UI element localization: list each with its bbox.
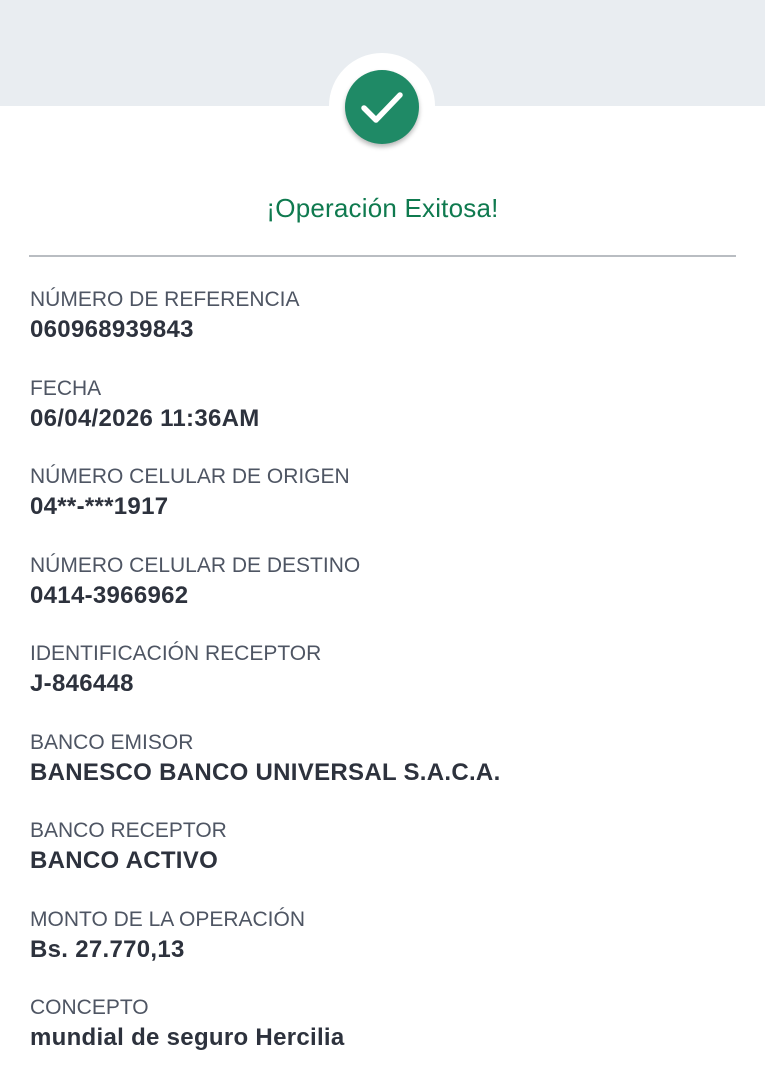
detail-issuing-bank: [30, 729, 735, 818]
detail-label: FECHA: [30, 376, 102, 400]
detail-label: BANCO RECEPTOR: [30, 819, 227, 842]
detail-value: J-846448: [30, 670, 134, 697]
detail-value: Bs. 27.770,13: [30, 935, 185, 963]
detail-origin-phone: [30, 463, 735, 552]
checkmark-icon: [345, 70, 419, 144]
detail-label: NÚMERO DE REFERENCIA: [30, 288, 300, 311]
detail-receiver-id: [30, 640, 735, 729]
detail-value: 0414-3966962: [30, 581, 189, 609]
detail-label: BANCO EMISOR: [30, 730, 194, 754]
detail-value: BANESCO BANCO UNIVERSAL S.A.C.A.: [30, 758, 501, 786]
detail-value: 06/04/2026 11:36AM: [30, 404, 260, 432]
divider: [29, 255, 736, 257]
detail-label: NÚMERO CELULAR DE ORIGEN: [30, 465, 350, 488]
detail-value: mundial de seguro Hercilia: [30, 1024, 345, 1051]
detail-label: MONTO DE LA OPERACIÓN: [30, 907, 305, 931]
detail-amount: [30, 906, 735, 995]
detail-receiving-bank: [30, 817, 735, 906]
detail-reference-number: [30, 286, 735, 375]
detail-value: BANCO ACTIVO: [30, 847, 219, 874]
transaction-details: [30, 286, 735, 1083]
detail-date: [30, 375, 735, 464]
success-title: ¡Operación Exitosa!: [266, 193, 499, 223]
detail-label: NÚMERO CELULAR DE DESTINO: [30, 553, 361, 577]
check-circle-icon: [345, 70, 419, 144]
detail-concept: [30, 994, 735, 1083]
detail-value: 060968939843: [30, 316, 194, 343]
detail-value: 04**-***1917: [30, 493, 169, 520]
detail-label: CONCEPTO: [30, 996, 149, 1019]
detail-destination-phone: [30, 552, 735, 641]
detail-label: IDENTIFICACIÓN RECEPTOR: [30, 642, 322, 665]
